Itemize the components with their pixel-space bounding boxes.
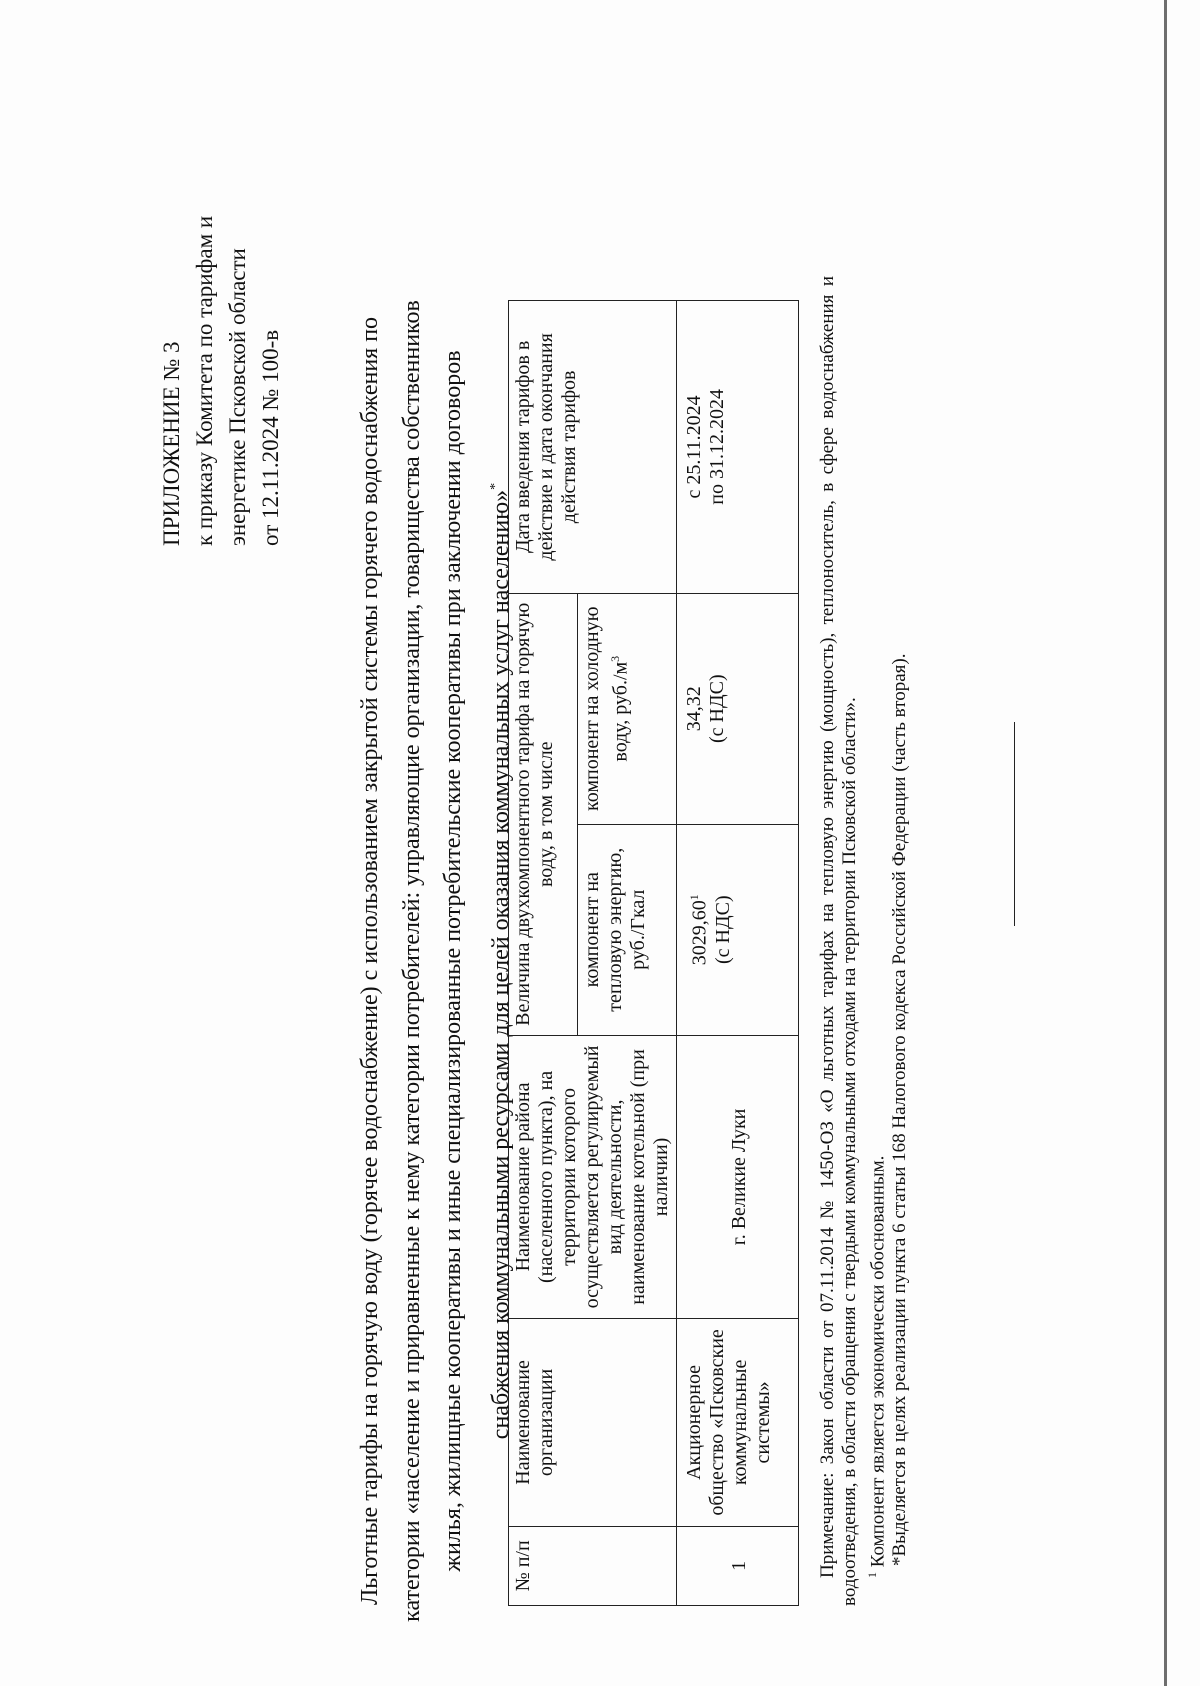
header-num: № п/п bbox=[509, 1526, 677, 1605]
cell-thermal-value: 3029,60$^1$ (с НДС) bbox=[677, 824, 799, 1035]
asterisk-note: *Выделяется в целях реализации пункта 6 статьи 168 Налогового кодекса Российской Федерации (часть вторая). bbox=[889, 653, 911, 1566]
appendix-order-line: к приказу Комитета по тарифам и bbox=[192, 215, 217, 546]
cell-cold-water-value: 34,32 (с НДС) bbox=[677, 593, 799, 824]
appendix-title: ПРИЛОЖЕНИЕ № 3 bbox=[159, 341, 184, 546]
heading-asterisk: * bbox=[487, 482, 503, 490]
document-heading bbox=[350, 296, 522, 1626]
cell-district: г. Великие Луки bbox=[677, 1035, 799, 1318]
footnote-1: $^1$ Компонент является экономически обоснованным. bbox=[865, 1155, 889, 1578]
header-cold-water-component: компонент на холодную воду, руб./м$^3$ bbox=[578, 593, 677, 824]
cell-dates: с 25.11.2024 по 31.12.2024 bbox=[677, 301, 799, 594]
signature-rule bbox=[1014, 722, 1015, 926]
scan-edge-line bbox=[1164, 0, 1167, 1686]
note-main: Примечание: Закон области от 07.11.2014 № 1450-ОЗ «О льготных тарифах на тепловую энергию (мощность), теплоноситель, в сфере водоснабжения и водоотведения, в области обращения с твердыми коммунальными отходами на территории Псковской области». bbox=[817, 276, 860, 1606]
cell-num: 1 bbox=[677, 1526, 799, 1605]
appendix-block bbox=[155, 66, 287, 546]
notes-block bbox=[817, 276, 911, 1606]
cell-organization: Акционерное общество «Псковские коммунальные системы» bbox=[677, 1319, 799, 1527]
header-organization: Наименование организации bbox=[509, 1319, 677, 1527]
header-dates: Дата введения тарифов в действие и дата окончания действия тарифов bbox=[509, 301, 677, 594]
appendix-date-line: от 12.11.2024 № 100-в bbox=[258, 329, 283, 546]
appendix-committee-line: энергетике Псковской области bbox=[225, 248, 250, 546]
header-tariff-group: Величина двухкомпонентного тарифа на горячую воду, в том числе bbox=[509, 593, 578, 1035]
header-district: Наименование района (населенного пункта), на территории которого осуществляется регулируемый вид деятельности, наименование котельной (при наличии) bbox=[509, 1035, 677, 1318]
tariff-table bbox=[508, 300, 799, 1606]
table-row bbox=[677, 301, 799, 1606]
header-thermal-component: компонент на тепловую энергию, руб./Гкал bbox=[578, 824, 677, 1035]
heading-text: Льготные тарифы на горячую воду (горячее водоснабжение) с использованием закрытой системы горячего водоснабжения по категории «население и приравненные к нему категории потребителей: управляющие организации, товарищества собственников жилья, жилищные кооперативы и иные специализированные потребительские кооперативы при заключении договоров снабжения коммунальными ресурсами для целей оказания коммунальных услуг населению» bbox=[357, 300, 514, 1622]
